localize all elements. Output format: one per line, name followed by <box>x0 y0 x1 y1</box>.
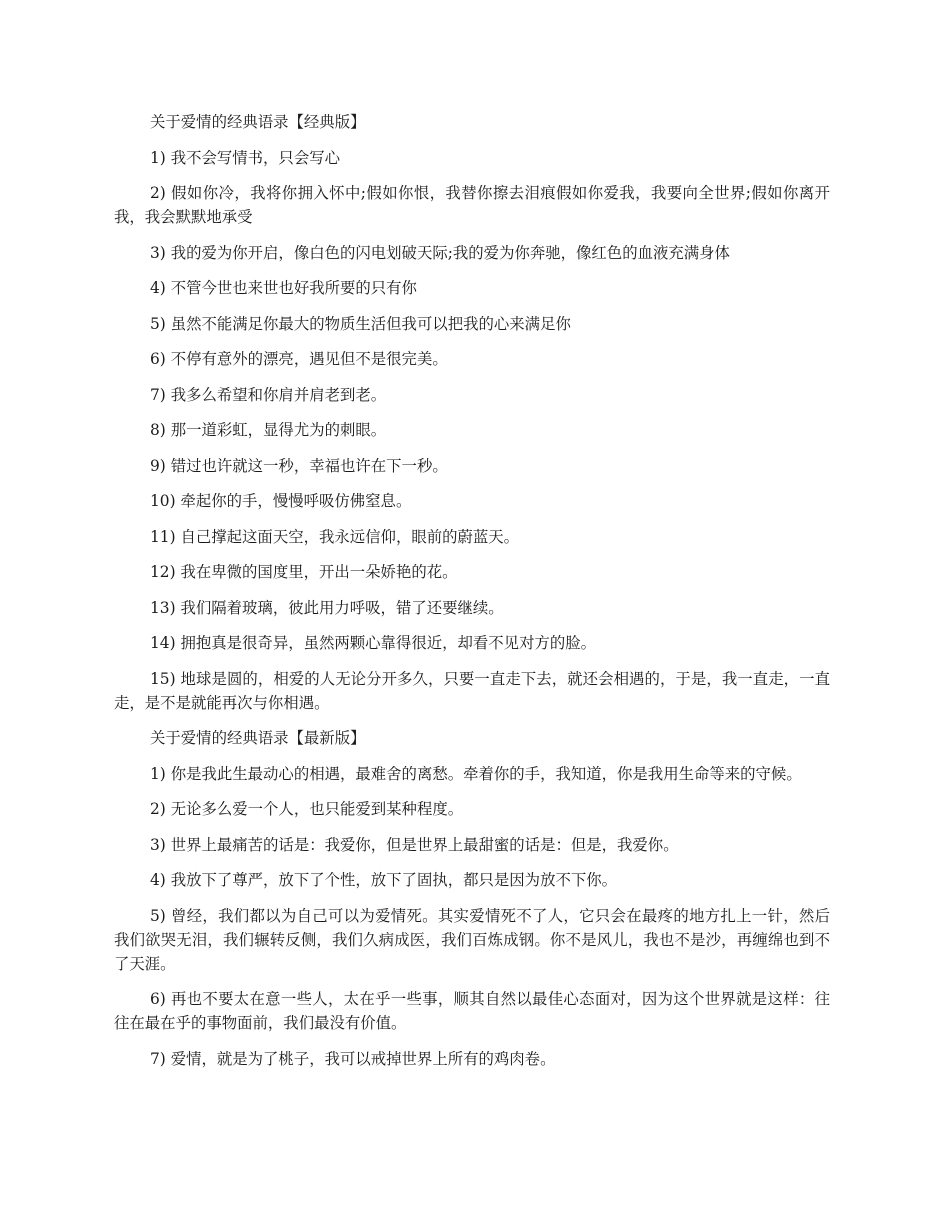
section-heading-latest: 关于爱情的经典语录【最新版】 <box>150 729 366 747</box>
document-page <box>114 110 830 1082</box>
quote-item: 5) 虽然不能满足你最大的物质生活但我可以把我的心来满足你 <box>150 314 571 333</box>
quote-item: 4) 我放下了尊严，放下了个性，放下了固执，都只是因为放不下你。 <box>150 871 618 889</box>
quote-item: 6) 不停有意外的漂亮，遇见但不是很完美。 <box>150 350 448 368</box>
quote-item: 13) 我们隔着玻璃，彼此用力呼吸，错了还要继续。 <box>150 598 504 617</box>
quote-item: 9) 错过也许就这一秒，幸福也许在下一秒。 <box>150 456 448 475</box>
quote-item: 10) 牵起你的手，慢慢呼吸仿佛窒息。 <box>150 492 412 510</box>
quote-item: 3) 我的爱为你开启，像白色的闪电划破天际;我的爱为你奔驰，像红色的血液充满身体 <box>150 243 730 262</box>
quote-item: 3) 世界上最痛苦的话是：我爱你，但是世界上最甜蜜的话是：但是，我爱你。 <box>150 835 679 854</box>
quote-item: 1) 你是我此生最动心的相遇，最难舍的离愁。牵着你的手，我知道，你是我用生命等来的守候。 <box>150 764 802 783</box>
quote-item: 8) 那一道彩虹，显得尤为的刺眼。 <box>150 421 387 439</box>
quote-item: 1) 我不会写情书，只会写心 <box>150 148 340 167</box>
section-heading-classic: 关于爱情的经典语录【经典版】 <box>150 113 366 131</box>
quote-item: 14) 拥抱真是很奇异，虽然两颗心靠得很近，却看不见对方的脸。 <box>150 634 597 652</box>
quote-item: 6) 再也不要太在意一些人，太在乎一些事，顺其自然以最佳心态面对，因为这个世界就是这样：往往在最在乎的事物面前，我们最没有价值。 <box>114 990 830 1032</box>
quote-item: 12) 我在卑微的国度里，开出一朵娇艳的花。 <box>150 563 458 581</box>
quote-item: 5) 曾经，我们都以为自己可以为爱情死。其实爱情死不了人，它只会在最疼的地方扎上一针，然后我们欲哭无泪，我们辗转反侧，我们久病成医，我们百炼成钢。你不是风儿，我也不是沙，再缠绵也到不了天涯。 <box>114 906 830 973</box>
quote-item: 11) 自己撑起这面天空，我永远信仰，眼前的蔚蓝天。 <box>150 527 520 546</box>
quote-item: 2) 无论多么爱一个人，也只能爱到某种程度。 <box>150 800 464 818</box>
quote-item: 4) 不管今世也来世也好我所要的只有你 <box>150 279 417 297</box>
quote-item: 7) 我多么希望和你肩并肩老到老。 <box>150 385 387 404</box>
quote-item: 7) 爱情，就是为了桃子，我可以戒掉世界上所有的鸡肉卷。 <box>150 1049 556 1068</box>
quote-item: 15) 地球是圆的，相爱的人无论分开多久，只要一直走下去，就还会相遇的，于是，我一直走，一直走，是不是就能再次与你相遇。 <box>114 669 830 712</box>
quote-item: 2) 假如你冷，我将你拥入怀中;假如你恨，我替你擦去泪痕假如你爱我，我要向全世界;假如你离开我，我会默默地承受 <box>114 184 830 226</box>
